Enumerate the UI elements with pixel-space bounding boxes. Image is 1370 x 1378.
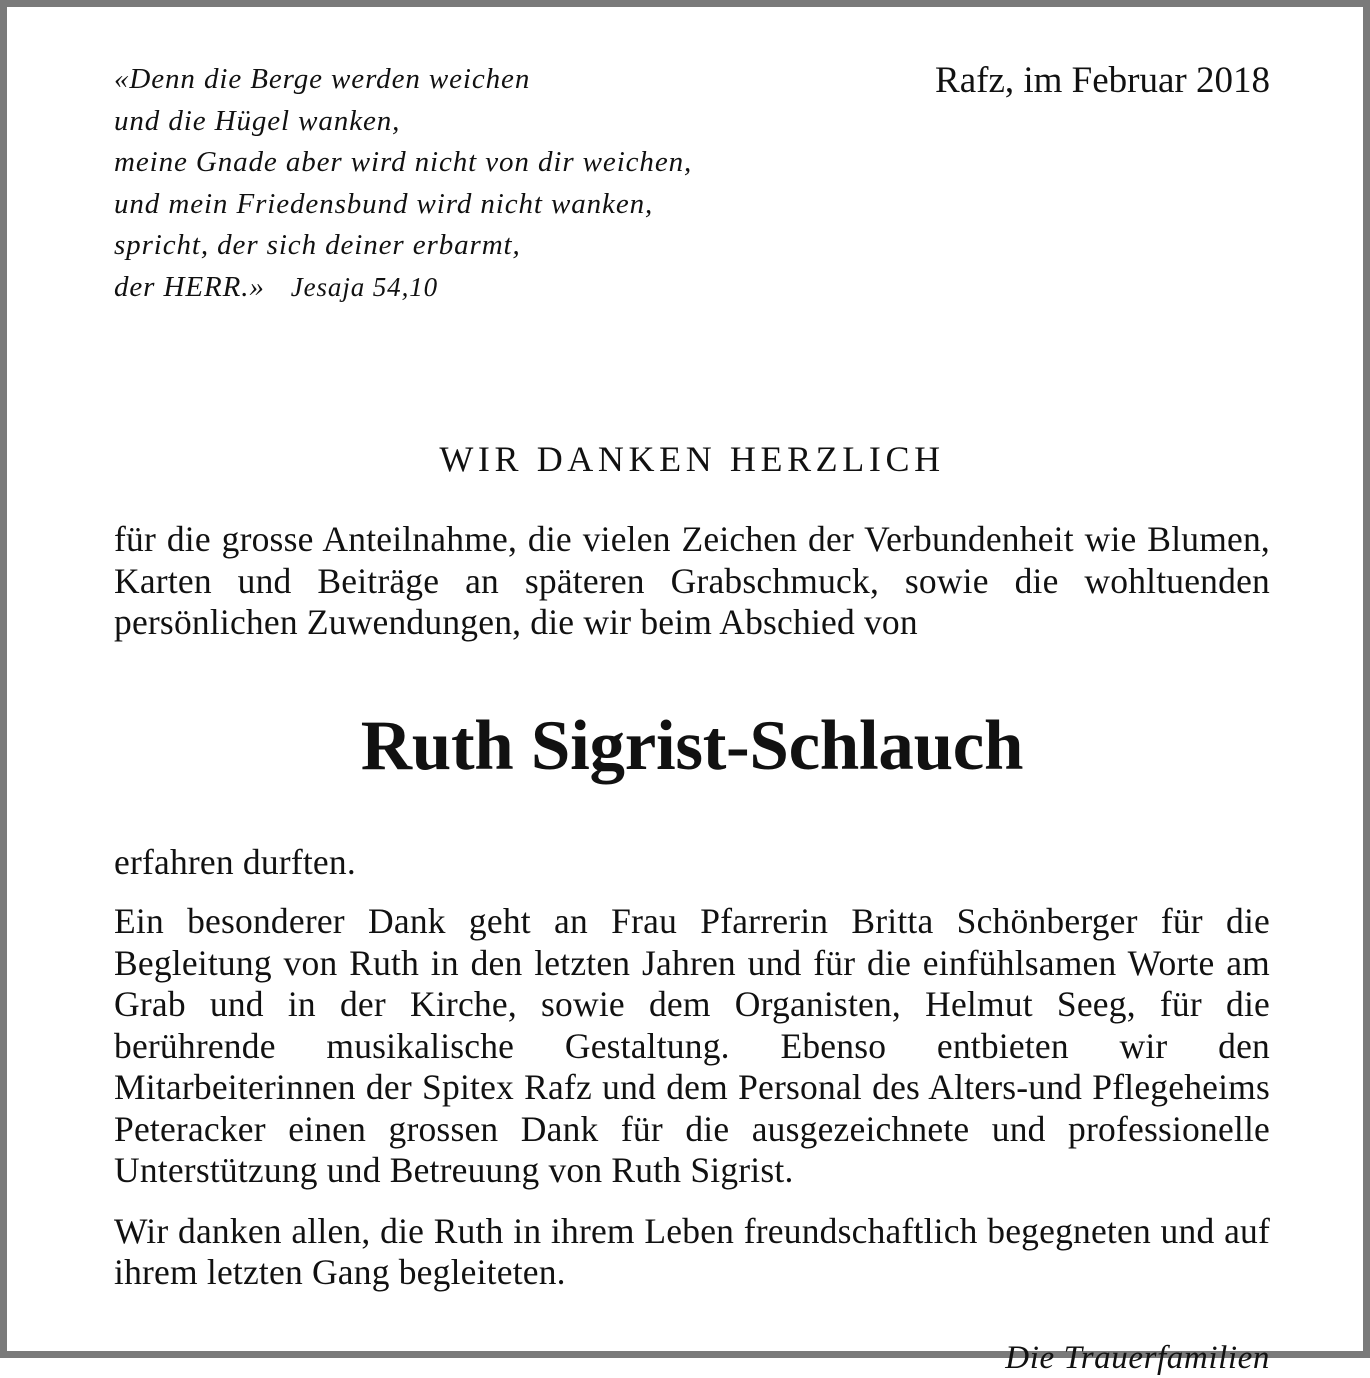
verse-line: spricht, der sich deiner erbarmt,	[114, 229, 521, 261]
verse-line: und die Hügel wanken,	[114, 104, 401, 137]
verse-line: «Denn die Berge werden weichen	[114, 63, 531, 95]
verse-line: und mein Friedensbund wird nicht wanken,	[114, 187, 654, 220]
verse-last-line	[114, 267, 1270, 309]
place-date: Rafz, im Februar 2018	[935, 60, 1270, 101]
deceased-name: Ruth Sigrist-Schlauch	[360, 706, 1024, 785]
thanks-heading: WIR DANKEN HERZLICH	[439, 439, 945, 479]
notice-content	[114, 59, 1270, 1378]
intro-paragraph: für die grosse Anteilnahme, die vielen Zeichen der Verbundenheit wie Blumen, Karten und Beiträge an späteren Grabschmuck, sowie die wohltuenden persönlichen Zuwendungen, die wir beim Abschied von	[114, 519, 1270, 642]
final-thanks-paragraph: Wir danken allen, die Ruth in ihrem Leben freundschaftlich begegneten und auf ihrem letzten Gang begleiteten.	[114, 1210, 1270, 1292]
verse-line: meine Gnade aber wird nicht von dir weichen,	[114, 146, 693, 178]
verse-line: der HERR.»	[114, 270, 265, 303]
header-row	[114, 59, 1270, 309]
special-thanks-paragraph: Ein besonderer Dank geht an Frau Pfarrerin Britta Schönberger für die Begleitung von Ruth in den letzten Jahren und für die einfühlsamen Worte am Grab und in der Kirche, sowie dem Organisten, Helmut Seeg, für die berührende musikalische Gestaltung. Ebenso entbieten wir den Mitarbeiterinnen der Spitex Rafz und dem Personal des Alters-und Pflegeheims Peteracker einen grossen Dank für die ausgezeichnete und professionelle Unterstützung und Betreuung von Ruth Sigrist.	[114, 901, 1270, 1190]
after-name-paragraph: erfahren durften.	[114, 841, 356, 882]
verse-reference: Jesaja 54,10	[290, 271, 439, 302]
signature: Die Trauerfamilien	[1005, 1339, 1270, 1376]
